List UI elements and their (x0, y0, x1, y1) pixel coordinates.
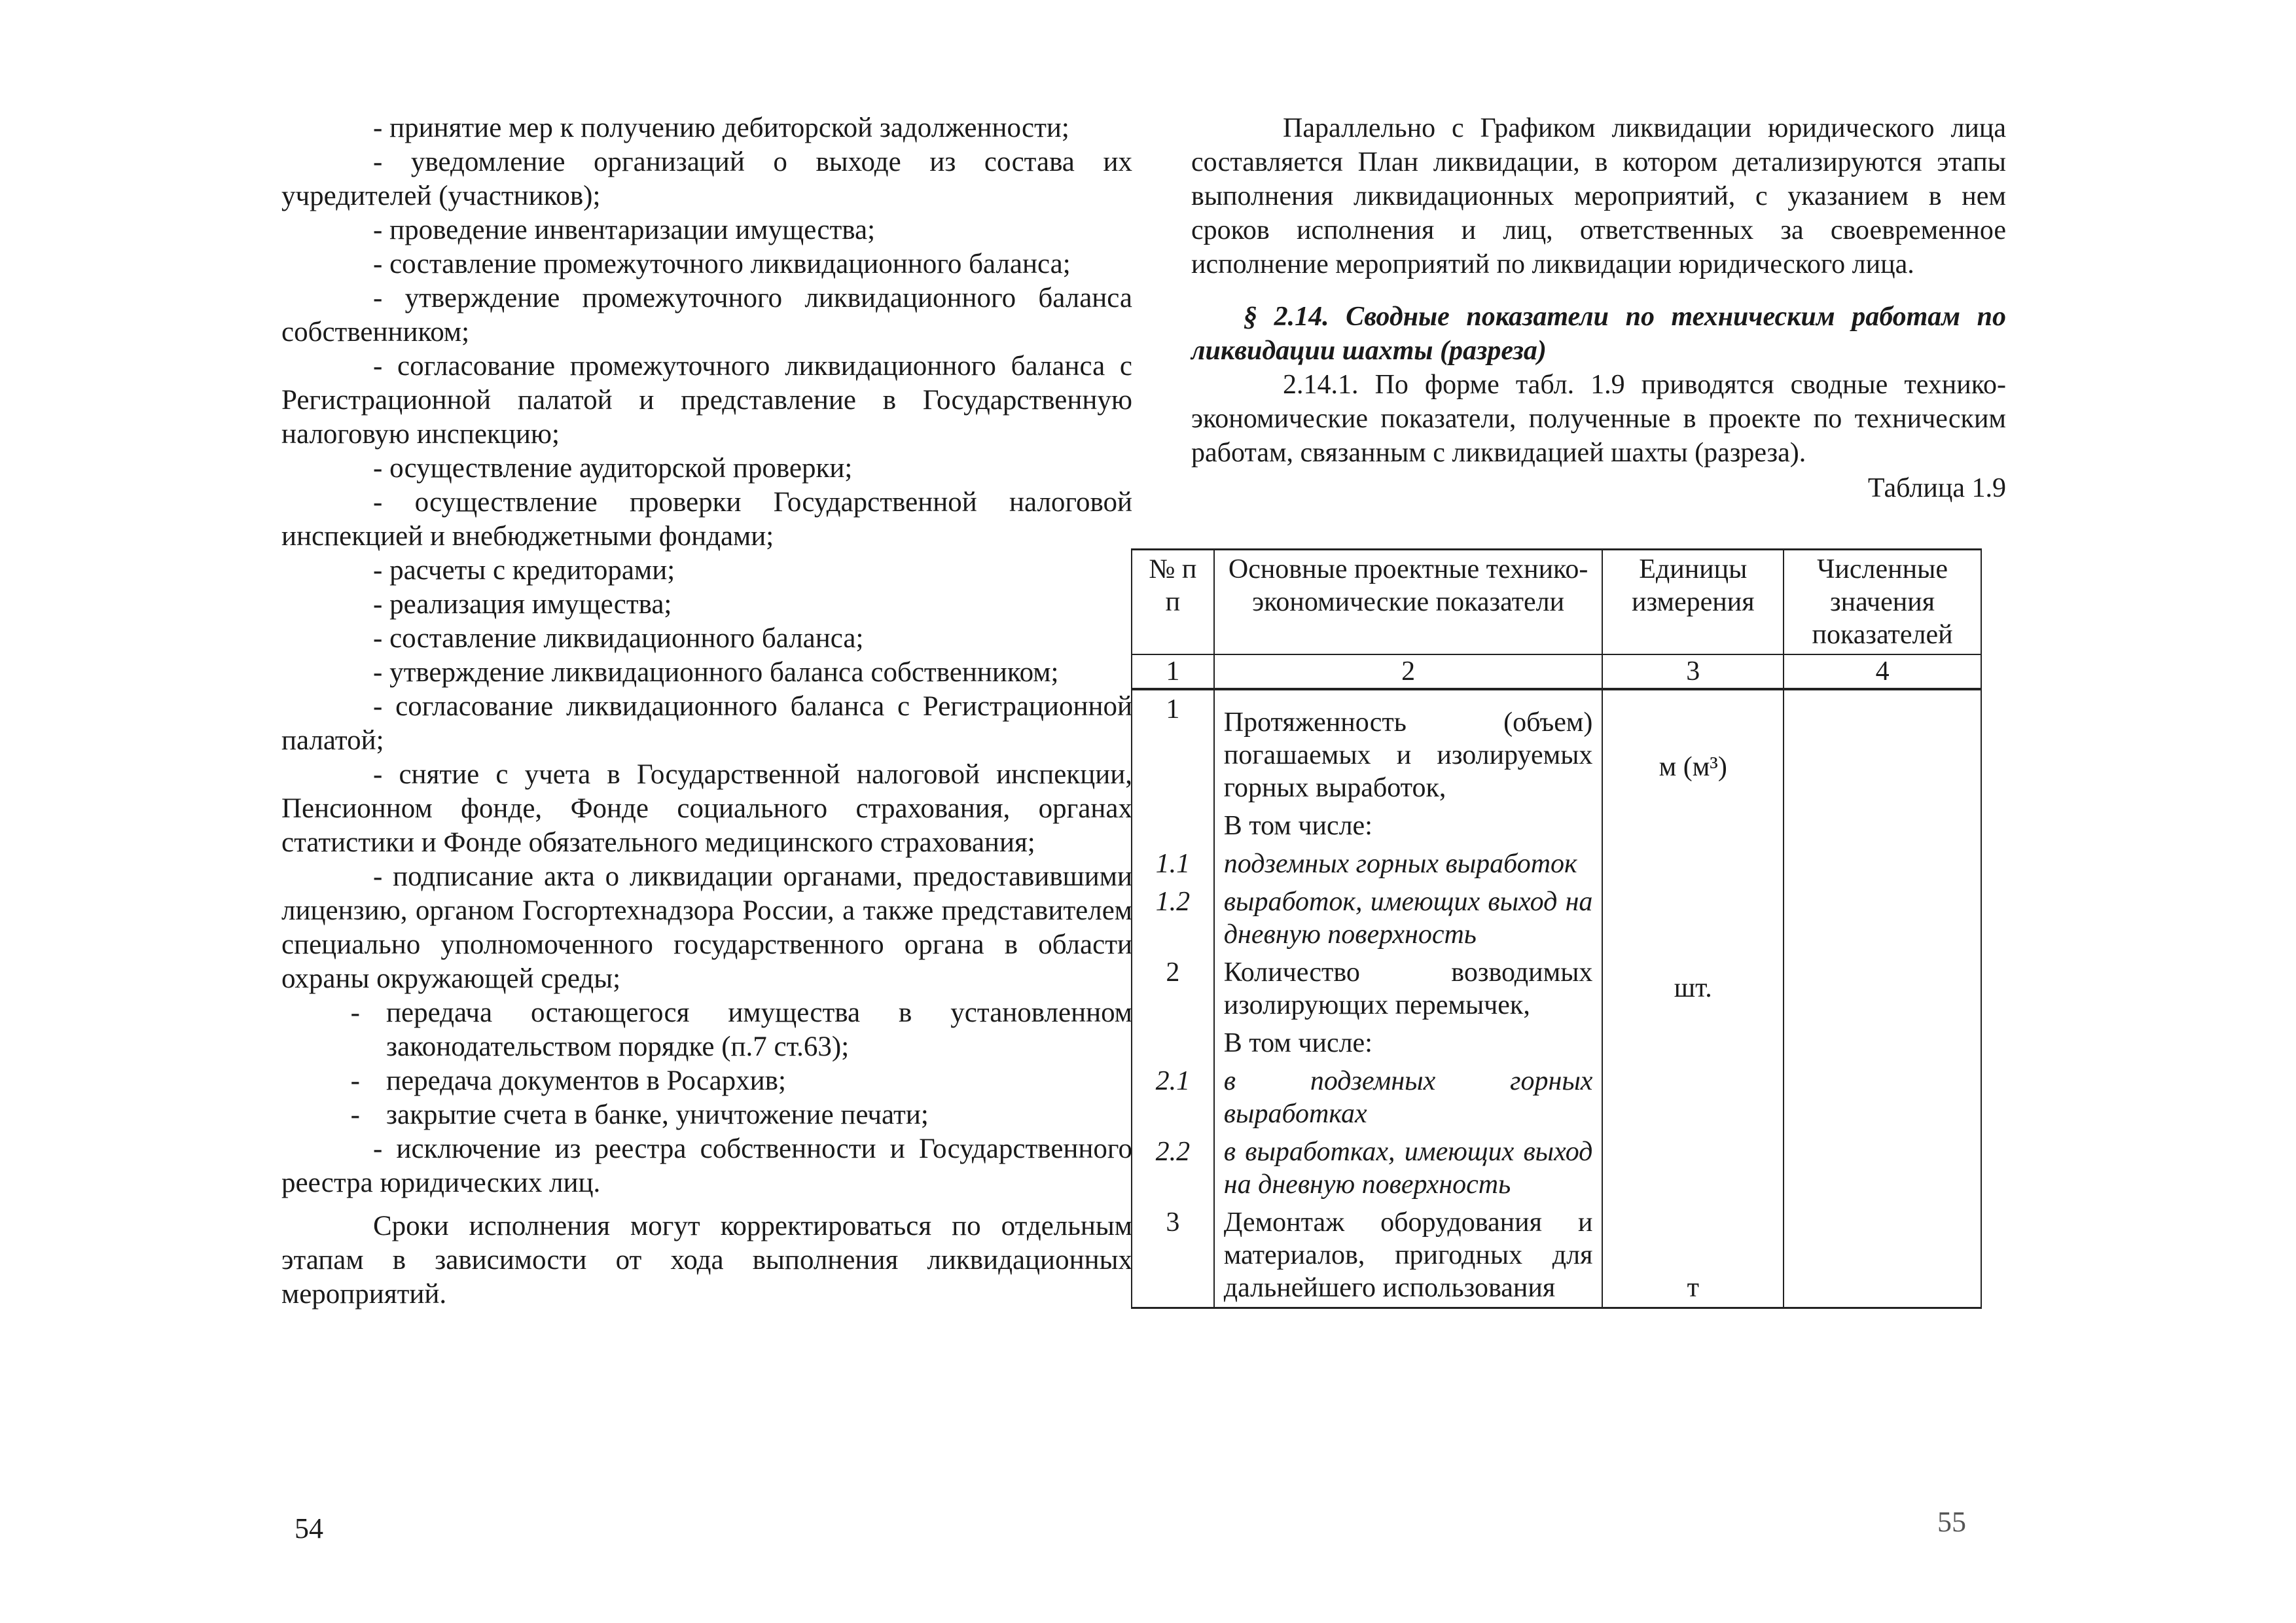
value-cell (1784, 1204, 1981, 1308)
unit-cell (1602, 845, 1784, 883)
page-number-right: 55 (1937, 1506, 1966, 1538)
bullet-dash: - (373, 1133, 383, 1164)
row-number: 1.2 (1132, 883, 1214, 954)
bullet-text: осуществление проверки Государственной налоговой инспекцией и внебюджетными фондами; (281, 487, 1132, 552)
indicator-name: в выработках, имеющих выход на дневную поверхность (1214, 1133, 1603, 1204)
indicator-name: Количество возводимых изолирующих перемычек, (1214, 954, 1603, 1024)
column-number: 4 (1784, 654, 1981, 689)
bullet-dash: - (373, 351, 398, 382)
value-cell (1784, 1133, 1981, 1204)
indicator-name: Протяженность (объем) погашаемых и изолируемых горных выработок, (1214, 689, 1603, 807)
hanging-bullet-list (281, 996, 1132, 1132)
bullet-dash: - (350, 997, 360, 1028)
list-item (281, 111, 1132, 145)
bullet-text: проведение инвентаризации имущества; (389, 215, 876, 245)
unit-cell (1602, 883, 1784, 954)
value-cell (1784, 954, 1981, 1024)
indicator-name: в подземных горных выработках (1214, 1062, 1603, 1133)
list-item (281, 145, 1132, 213)
bullet-dash: - (373, 691, 396, 722)
list-item (281, 554, 1132, 588)
bullet-text: согласование промежуточного ликвидационного баланса с Регистрационной палатой и представление в Государственную налоговую инспекцию; (281, 351, 1132, 450)
table-row (1132, 689, 1981, 807)
bullet-text: составление промежуточного ликвидационного баланса; (389, 249, 1071, 279)
bullet-text: утверждение ликвидационного баланса собственником; (389, 657, 1059, 688)
column-number: 1 (1132, 654, 1214, 689)
bullet-list (281, 111, 1132, 996)
bullet-text: составление ликвидационного баланса; (389, 623, 864, 654)
bullet-dash: - (373, 147, 411, 177)
list-item (281, 758, 1132, 860)
bullet-text: закрытие счета в банке, уничтожение печати; (386, 1099, 929, 1130)
table-row (1132, 883, 1981, 954)
list-item (281, 690, 1132, 758)
page-number-left: 54 (295, 1512, 323, 1544)
list-item (281, 213, 1132, 247)
header-values: Численные значения показателей (1784, 550, 1981, 655)
unit-cell: м (м³) (1602, 689, 1784, 807)
bullet-text: исключение из реестра собственности и Государственного реестра юридических лиц. (281, 1133, 1132, 1198)
bullet-text: осуществление аудиторской проверки; (389, 453, 853, 484)
indicator-name: Демонтаж оборудования и материалов, пригодных для дальнейшего использования (1214, 1204, 1603, 1308)
unit-cell (1602, 1024, 1784, 1062)
unit-cell: шт. (1602, 954, 1784, 1024)
bullet-text: передача остающегося имущества в установленном законодательством порядке (п.7 ст.63); (386, 997, 1132, 1062)
bullet-dash: - (373, 487, 415, 518)
bullet-dash: - (373, 759, 399, 790)
value-cell (1784, 845, 1981, 883)
intro-paragraph: Параллельно с Графиком ликвидации юридического лица составляется План ликвидации, в котором детализируются этапы выполнения ликвидационных мероприятий, с указанием в нем сроков исполнения и лиц, ответственных за своевременное исполнение мероприятий по ликвидации юридического лица. (1191, 113, 2006, 279)
row-number (1132, 1024, 1214, 1062)
header-number: № п п (1132, 550, 1214, 655)
right-column (1191, 111, 2006, 505)
list-item (281, 1098, 1132, 1132)
value-cell (1784, 1062, 1981, 1133)
header-indicators: Основные проектные технико-экономические показатели (1214, 550, 1603, 655)
row-number: 1 (1132, 689, 1214, 807)
section-heading: § 2.14. Сводные показатели по техническим работам по ликвидации шахты (разреза) (1191, 302, 2006, 366)
table-header-row (1132, 550, 1981, 655)
value-cell (1784, 807, 1981, 845)
indicator-name: В том числе: (1214, 1024, 1603, 1062)
bullet-dash: - (373, 215, 390, 245)
row-number: 2 (1132, 954, 1214, 1024)
unit-cell (1602, 1133, 1784, 1204)
bullet-text: утверждение промежуточного ликвидационного баланса собственником; (281, 283, 1132, 348)
table-row (1132, 1133, 1981, 1204)
bullet-text: реализация имущества; (389, 589, 672, 620)
indicator-name: В том числе: (1214, 807, 1603, 845)
indicators-table (1131, 548, 1982, 1309)
value-cell (1784, 689, 1981, 807)
table-row (1132, 1204, 1981, 1308)
bullet-dash: - (373, 453, 390, 484)
column-number-row (1132, 654, 1981, 689)
bullet-text: передача документов в Росархив; (386, 1065, 786, 1096)
table-row (1132, 1062, 1981, 1133)
list-item (281, 349, 1132, 452)
bullet-text: уведомление организаций о выходе из состава их учредителей (участников); (281, 147, 1132, 211)
list-item (281, 622, 1132, 656)
closing-paragraph: Сроки исполнения могут корректироваться по отдельным этапам в зависимости от хода выполнения ликвидационных мероприятий. (281, 1211, 1132, 1310)
list-item (281, 452, 1132, 486)
table-row (1132, 807, 1981, 845)
bullet-text: согласование ликвидационного баланса с Регистрационной палатой; (281, 691, 1132, 756)
bullet-text: расчеты с кредиторами; (389, 555, 675, 586)
section-paragraph: 2.14.1. По форме табл. 1.9 приводятся сводные технико-экономические показатели, полученные в проекте по техническим работам, связанным с ликвидацией шахты (разреза). (1191, 370, 2006, 468)
bullet-dash: - (373, 249, 390, 279)
bullet-dash: - (373, 657, 390, 688)
unit-cell: т (1602, 1204, 1784, 1308)
list-item (281, 1064, 1132, 1098)
list-item (281, 588, 1132, 622)
indicator-name: подземных горных выработок (1214, 845, 1603, 883)
bullet-text: принятие мер к получению дебиторской задолженности; (389, 113, 1069, 143)
unit-cell (1602, 1062, 1784, 1133)
bullet-dash: - (350, 1065, 360, 1096)
list-item (281, 860, 1132, 996)
bullet-dash: - (373, 589, 390, 620)
bullet-dash: - (373, 555, 390, 586)
row-number: 2.2 (1132, 1133, 1214, 1204)
value-cell (1784, 883, 1981, 954)
bullet-text: подписание акта о ликвидации органами, предоставившими лицензию, органом Госгортехнадзора России, а также представителем специально уполномоченного государственного органа в области охраны окружающей среды; (281, 861, 1132, 994)
row-number: 3 (1132, 1204, 1214, 1308)
indicator-name: выработок, имеющих выход на дневную поверхность (1214, 883, 1603, 954)
row-number (1132, 807, 1214, 845)
header-units: Единицы измерения (1602, 550, 1784, 655)
table-row (1132, 954, 1981, 1024)
bullet-dash: - (373, 623, 390, 654)
list-item (281, 656, 1132, 690)
last-bullet (281, 1132, 1132, 1200)
list-item (281, 996, 1132, 1064)
row-number: 2.1 (1132, 1062, 1214, 1133)
table-row (1132, 1024, 1981, 1062)
list-item (281, 247, 1132, 281)
bullet-dash: - (373, 283, 405, 313)
list-item (281, 486, 1132, 554)
left-column (281, 111, 1132, 1311)
table-row (1132, 845, 1981, 883)
column-number: 3 (1602, 654, 1784, 689)
unit-cell (1602, 807, 1784, 845)
bullet-dash: - (373, 861, 393, 892)
column-number: 2 (1214, 654, 1603, 689)
value-cell (1784, 1024, 1981, 1062)
table-body (1132, 689, 1981, 1308)
bullet-dash: - (350, 1099, 360, 1130)
list-item (281, 281, 1132, 349)
bullet-dash: - (373, 113, 390, 143)
row-number: 1.1 (1132, 845, 1214, 883)
table-caption: Таблица 1.9 (1867, 473, 2006, 503)
bullet-text: снятие с учета в Государственной налоговой инспекции, Пенсионном фонде, Фонде социального страхования, органах статистики и Фонде обязательного медицинского страхования; (281, 759, 1132, 858)
